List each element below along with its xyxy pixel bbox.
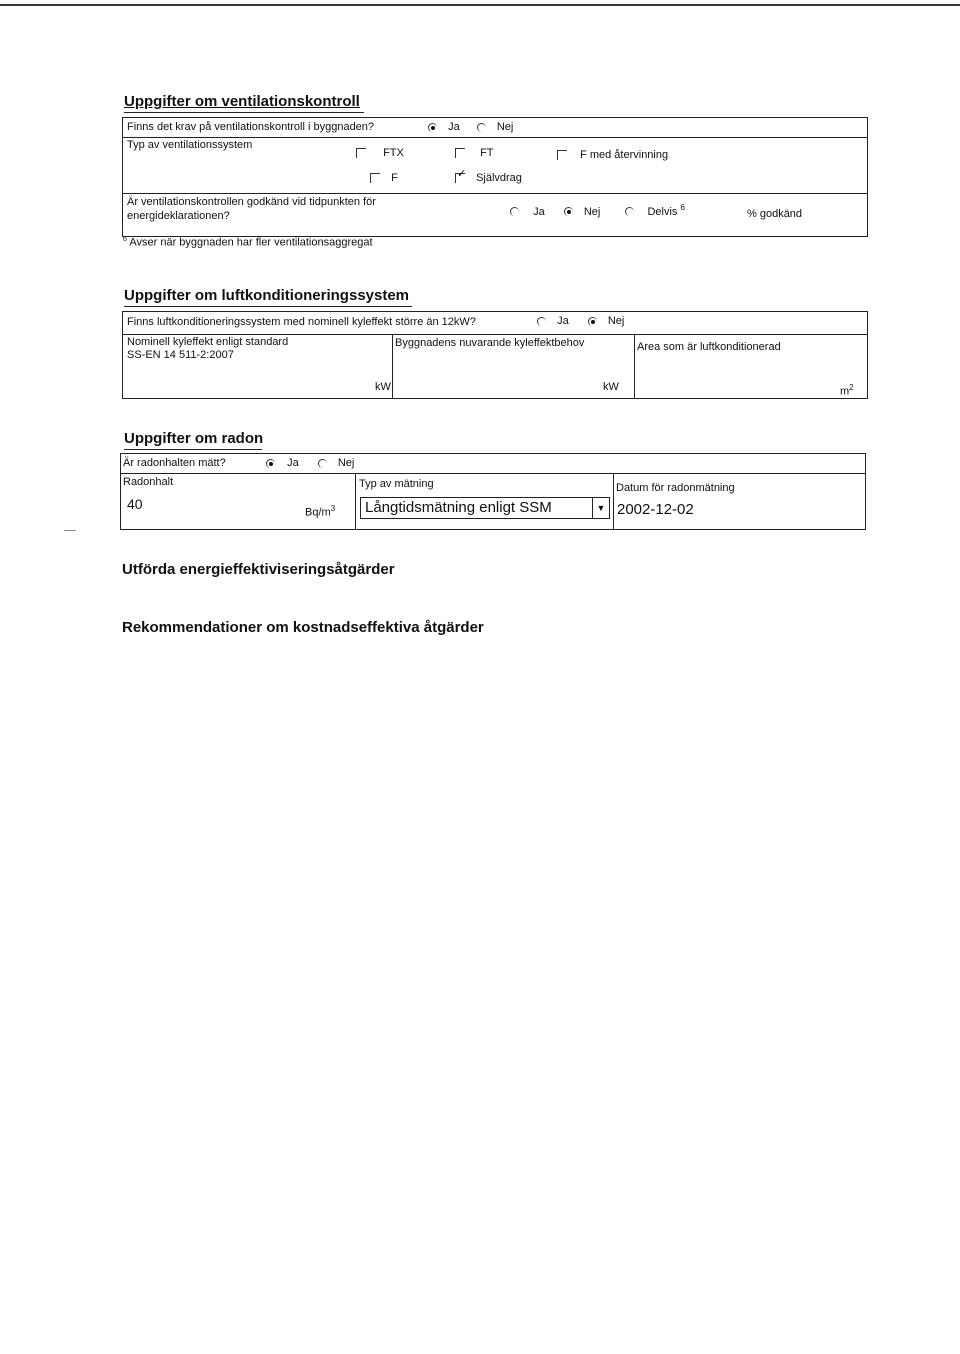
bq-unit-sup: 3 [330, 504, 336, 513]
vent-type-label: Typ av ventilationssystem [127, 139, 253, 151]
self-draft-label: Självdrag [476, 172, 522, 184]
vent-required-options [428, 121, 513, 133]
ac-current-need-label: Byggnadens nuvarande kyleffektbehov [395, 337, 585, 349]
col-divider [392, 334, 393, 399]
vent-required-yes-label: Ja [448, 121, 460, 133]
radon-no-radio[interactable] [318, 459, 327, 468]
vent-approved-question-1: Är ventilationskontrollen godkänd vid tidpunkten för [127, 196, 376, 208]
row-divider [120, 473, 866, 474]
approved-no-radio[interactable] [564, 207, 573, 216]
vent-approved-question-2: energideklarationen? [127, 210, 230, 222]
radon-level-unit [305, 504, 335, 519]
approved-yes-label: Ja [533, 205, 545, 218]
footnote-mark: 6 [680, 203, 685, 212]
ac-area-unit [840, 383, 854, 398]
ac-no-label: Nej [607, 315, 625, 327]
ftx-checkbox[interactable] [356, 148, 366, 158]
ventilation-section-title: Uppgifter om ventilationskontroll [124, 93, 360, 110]
vent-approved-options [510, 203, 685, 218]
bq-unit: Bq/m [305, 506, 331, 519]
ac-section-title: Uppgifter om luftkonditioneringssystem [124, 287, 410, 304]
ac-nominal-unit: kW [375, 381, 391, 393]
radon-type-select[interactable] [360, 497, 610, 519]
radon-no-label: Nej [337, 457, 355, 469]
radon-section-title: Uppgifter om radon [124, 430, 264, 447]
f-label: F [391, 172, 398, 184]
ac-no-radio[interactable] [588, 317, 597, 326]
vent-required-yes-radio[interactable] [428, 123, 437, 132]
vent-footnote [123, 236, 373, 249]
vent-type-ftx [356, 147, 404, 159]
footnote-number: 6 [123, 236, 127, 243]
ac-current-unit: kW [603, 381, 619, 393]
f-checkbox[interactable] [370, 173, 380, 183]
m2-unit: m [840, 385, 850, 398]
radon-measured-question: Är radonhalten mätt? [123, 457, 226, 469]
vent-type-ft [455, 147, 494, 159]
vent-required-no-radio[interactable] [477, 123, 486, 132]
row-divider [122, 137, 868, 138]
ventilation-title-rule [124, 112, 364, 113]
footnote-text: Avser när byggnaden har fler ventilationsaggregat [129, 236, 373, 249]
radon-date-value[interactable]: 2002-12-02 [617, 501, 694, 518]
row-divider [122, 193, 868, 194]
approved-yes-radio[interactable] [510, 207, 519, 216]
col-divider [355, 473, 356, 530]
ac-title-rule [124, 306, 412, 307]
f-recovery-label: F med återvinning [580, 149, 669, 161]
top-border-line [0, 4, 960, 6]
row-divider [122, 334, 868, 335]
ac-exists-question: Finns luftkonditioneringssystem med nominell kyleffekt större än 12kW? [127, 316, 476, 328]
radon-type-label: Typ av mätning [359, 478, 434, 490]
radon-level-value[interactable]: 40 [127, 496, 143, 512]
vent-required-no-label: Nej [496, 121, 514, 133]
radon-yes-radio[interactable] [266, 459, 275, 468]
vent-required-question: Finns det krav på ventilationskontroll i byggnaden? [127, 121, 375, 133]
radon-measured-options [266, 457, 354, 469]
radon-type-value: Långtidsmätning enligt SSM [365, 499, 552, 516]
chevron-down-icon[interactable]: ▼ [592, 498, 609, 518]
ft-checkbox[interactable] [455, 148, 465, 158]
ftx-label: FTX [383, 147, 404, 159]
col-divider [634, 334, 635, 399]
measures-heading: Utförda energieffektiviseringsåtgärder [122, 561, 395, 578]
recommendations-heading: Rekommendationer om kostnadseffektiva åtgärder [122, 619, 484, 636]
approved-partial-label: Delvis [647, 205, 678, 218]
vent-type-f-recovery [557, 149, 668, 161]
radon-date-label: Datum för radonmätning [616, 482, 735, 494]
f-recovery-checkbox[interactable] [557, 150, 567, 160]
m2-unit-sup: 2 [849, 383, 854, 392]
radon-level-label: Radonhalt [123, 476, 174, 488]
ac-nominal-label-1: Nominell kyleffekt enligt standard [127, 336, 289, 348]
ft-label: FT [480, 147, 494, 159]
self-draft-checkbox[interactable]: ✓ [455, 173, 465, 183]
ac-nominal-label-2: SS-EN 14 511-2:2007 [127, 349, 234, 361]
approved-no-label: Nej [583, 205, 601, 218]
ac-area-label: Area som är luftkonditionerad [637, 341, 781, 353]
scan-mark [64, 530, 76, 531]
ac-exists-options [537, 315, 624, 327]
col-divider [613, 473, 614, 530]
ac-yes-label: Ja [557, 315, 569, 327]
approved-percent-label: % godkänd [747, 208, 803, 220]
ac-yes-radio[interactable] [537, 317, 546, 326]
approved-partial-radio[interactable] [625, 207, 634, 216]
radon-yes-label: Ja [287, 457, 299, 469]
vent-type-self [455, 168, 522, 184]
vent-type-f [370, 172, 398, 184]
radon-title-rule [124, 449, 262, 450]
